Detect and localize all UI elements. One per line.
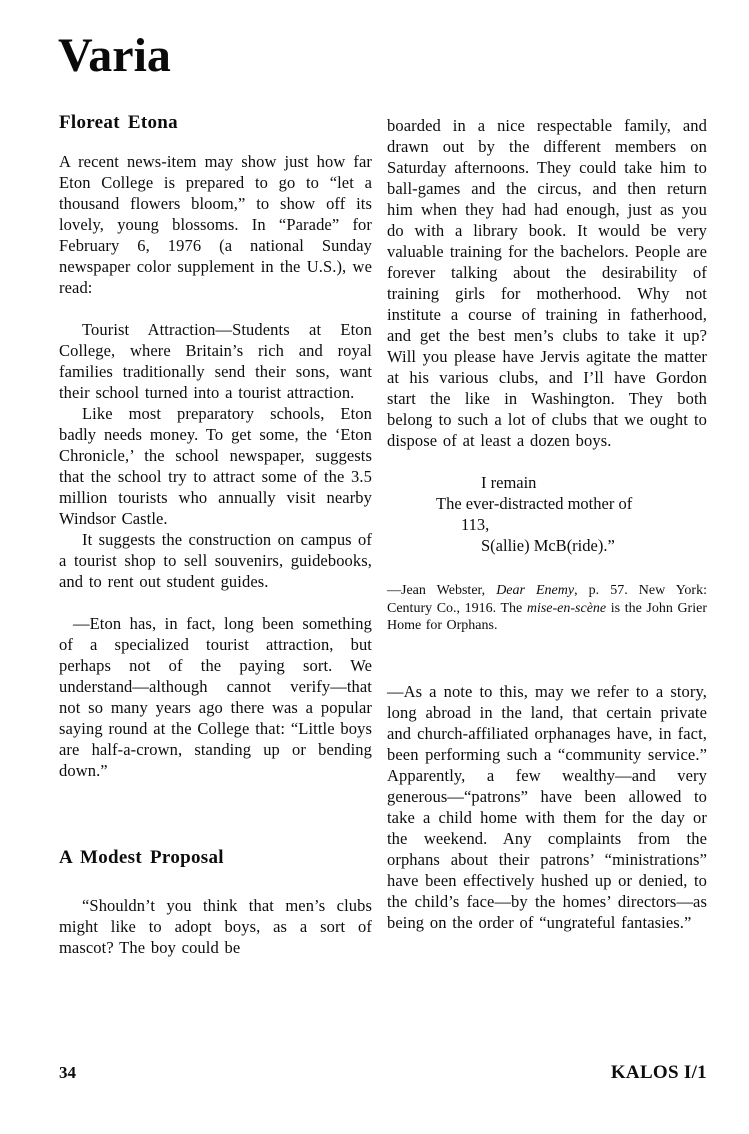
- two-column-layout: [59, 112, 707, 958]
- quote-paragraph-2: Like most preparatory schools, Eton badly needs money. To get some, the ‘Eton Chronicle,’ the school newspaper, suggests that the school try to attract some of the 3.5 million tourists who annually visit nearby Windsor Castle.: [59, 404, 372, 528]
- editorial-note-paragraph: —As a note to this, may we refer to a story, long abroad in the land, that certain private and church-affiliated orphanages have, in fact, been performing such a “community service.” Apparently, a few wealthy—and very generous—“patrons” have been allowed to take a child home with them for the day or the weekend. Any complaints from the orphans about their patrons’ “ministrations” have been effectively hushed up or denied, to the child’s face—by the homes’ directors—as being on the order of “ungrateful fantasies.”: [387, 681, 707, 932]
- signoff-line-2: The ever-distracted mother of: [436, 494, 633, 513]
- right-column: [387, 112, 707, 958]
- signoff-line-1: I remain: [481, 473, 537, 492]
- section-heading-floreat-etona: Floreat Etona: [59, 112, 178, 133]
- citation-text: is the John Grier Home for Orphans.: [387, 600, 707, 633]
- quote-paragraph-3: It suggests the construction on campus of a tourist shop to sell souvenirs, guidebooks, and to rent out student guides.: [59, 530, 372, 591]
- continuation-paragraph: boarded in a nice respectable family, and drawn out by the different members on Saturday afternoons. They could take him to ball-games and the circus, and then return him when they had had enough, just as you do with a library book. It would be very valuable training for the bachelors. People are forever talking about the desirability of training girls for motherhood. Why not institute a course of training in fatherhood, and get the best men’s clubs to take it up? Will you please have Jervis agitate the matter at his various clubs, and I’ll have Gordon start the like in Washington. They both belong to such a lot of clubs that we ought to dispose of at least a dozen boys.: [387, 116, 707, 450]
- citation-text: —Jean Webster,: [387, 583, 497, 598]
- letter-signoff: [387, 472, 707, 556]
- intro-paragraph: A recent news-item may show just how far Eton College is prepared to go to “let a thousand flowers bloom,” to show off its lovely, young blossoms. In “Parade” for February 6, 1976 (a national Sunday newspaper color supplement in the U.S.), we read:: [59, 152, 372, 297]
- signoff-line-3: 113,: [461, 515, 490, 534]
- section-heading-a-modest-proposal: A Modest Proposal: [59, 847, 224, 868]
- page-footer: [59, 1062, 707, 1084]
- modest-proposal-paragraph: “Shouldn’t you think that men’s clubs might like to adopt boys, as a sort of mascot? The boy could be: [59, 896, 372, 957]
- quote-paragraph-1: Tourist Attraction—Students at Eton College, where Britain’s rich and royal families traditionally send their sons, want their school turned into a tourist attraction.: [59, 320, 372, 402]
- page-title: Varia: [58, 29, 171, 82]
- source-citation: [387, 582, 707, 635]
- citation-italic-term: mise-en-scène: [526, 600, 607, 616]
- signoff-line-4: S(allie) McB(ride).”: [481, 536, 615, 555]
- left-column: [59, 112, 372, 958]
- page-number: 34: [59, 1063, 76, 1082]
- editorial-comment-paragraph: —Eton has, in fact, long been something of a specialized tourist attraction, but perhaps not of the paying sort. We understand—although cannot verify—that not so many years ago there was a popular saying round at the College that: “Little boys are half-a-crown, standing up or bending down.”: [59, 614, 372, 780]
- citation-text: , p. 57. New York: Century Co., 1916. The: [387, 583, 707, 616]
- journal-issue-reference: KALOS I/1: [610, 1062, 707, 1083]
- citation-book-title: Dear Enemy: [496, 583, 575, 598]
